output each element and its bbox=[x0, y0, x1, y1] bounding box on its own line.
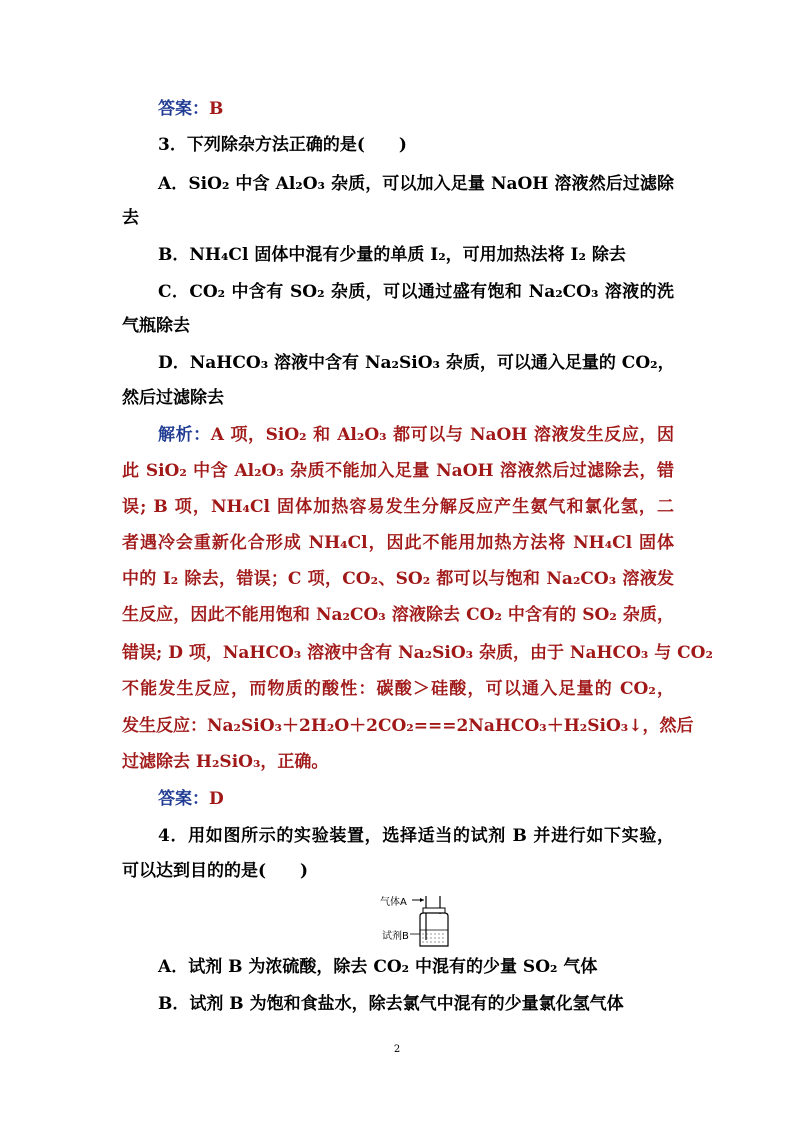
q3-option-c-line2: 气瓶除去 bbox=[122, 316, 190, 336]
analysis-line-6: 生反应，因此不能用饱和 Na₂CO₃ 溶液除去 CO₂ 中含有的 SO₂ 杂质， bbox=[122, 605, 674, 625]
q3-option-d-line1: D．NaHCO₃ 溶液中含有 Na₂SiO₃ 杂质，可以通入足量的 CO₂， bbox=[158, 353, 675, 373]
q4-stem-line1: 4．用如图所示的实验装置，选择适当的试剂 B 并进行如下实验， bbox=[158, 826, 674, 846]
q3-option-a-line2: 去 bbox=[122, 208, 139, 228]
answer-label: 答案： bbox=[158, 99, 209, 119]
answer-1 bbox=[158, 98, 674, 120]
analysis-line-10: 过滤除去 H₂SiO₃，正确。 bbox=[122, 752, 329, 772]
q4-stem-line2: 可以达到目的的是( ) bbox=[122, 861, 309, 881]
q3-option-d-line2: 然后过滤除去 bbox=[122, 388, 224, 408]
answer-value: B bbox=[209, 99, 224, 119]
q4-option-b: B．试剂 B 为饱和食盐水，除去氯气中混有的少量氯化氢气体 bbox=[158, 994, 624, 1014]
page-number: 2 bbox=[393, 1044, 401, 1055]
analysis-line-2: 此 SiO₂ 中含 Al₂O₃ 杂质不能加入足量 NaOH 溶液然后过滤除去，错 bbox=[122, 461, 674, 481]
analysis-line-4: 者遇冷会重新化合形成 NH₄Cl，因此不能用加热方法将 NH₄Cl 固体 bbox=[122, 533, 674, 553]
analysis-line-1 bbox=[158, 424, 674, 446]
analysis-line-3: 误; B 项，NH₄Cl 固体加热容易发生分解反应产生氨气和氯化氢，二 bbox=[122, 497, 674, 517]
gas-washing-bottle-icon bbox=[380, 890, 460, 950]
gas-washing-bottle-figure bbox=[380, 890, 460, 950]
q3-stem: 3．下列除杂方法正确的是( ) bbox=[158, 135, 407, 155]
answer-2 bbox=[158, 788, 674, 810]
figure-label-reagent-b: 试剂B bbox=[382, 931, 409, 942]
answer-value: D bbox=[209, 789, 224, 809]
analysis-text: A 项，SiO₂ 和 Al₂O₃ 都可以与 NaOH 溶液发生反应，因 bbox=[210, 425, 674, 445]
analysis-line-8: 不能发生反应，而物质的酸性：碳酸＞硅酸，可以通入足量的 CO₂， bbox=[122, 679, 674, 699]
analysis-line-5: 中的 I₂ 除去，错误；C 项，CO₂、SO₂ 都可以与饱和 Na₂CO₃ 溶液发 bbox=[122, 569, 674, 589]
analysis-label: 解析： bbox=[158, 425, 211, 445]
analysis-line-9: 发生反应：Na₂SiO₃＋2H₂O＋2CO₂===2NaHCO₃＋H₂SiO₃↓，然后 bbox=[122, 716, 694, 736]
q4-option-a: A．试剂 B 为浓硫酸，除去 CO₂ 中混有的少量 SO₂ 气体 bbox=[158, 957, 598, 977]
q3-option-a-line1: A．SiO₂ 中含 Al₂O₃ 杂质，可以加入足量 NaOH 溶液然后过滤除 bbox=[158, 174, 674, 194]
q3-option-c-line1: C．CO₂ 中含有 SO₂ 杂质，可以通过盛有饱和 Na₂CO₃ 溶液的洗 bbox=[158, 282, 674, 302]
figure-label-gas-a: 气体A bbox=[380, 897, 407, 908]
answer-label: 答案： bbox=[158, 789, 209, 809]
analysis-line-7: 错误; D 项，NaHCO₃ 溶液中含有 Na₂SiO₃ 杂质，由于 NaHCO₃ 与 CO₂ bbox=[122, 643, 713, 663]
q3-option-b: B．NH₄Cl 固体中混有少量的单质 I₂，可用加热法将 I₂ 除去 bbox=[158, 245, 626, 265]
